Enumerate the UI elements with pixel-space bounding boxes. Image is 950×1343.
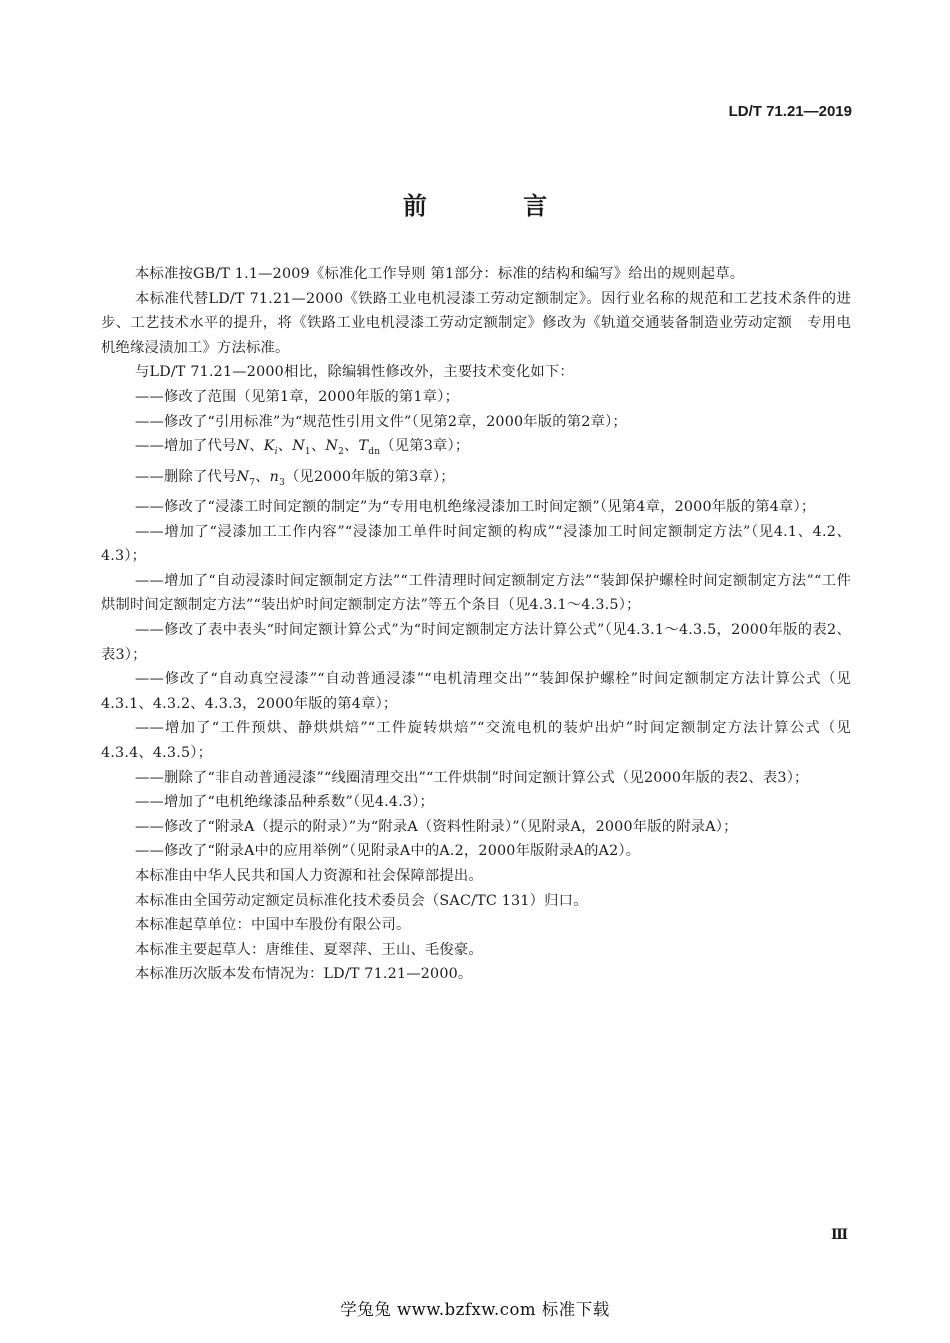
- paragraph: 本标准代替LD/T 71.21—2000《铁路工业电机浸漆工劳动定额制定》。因行业名称的规范和工艺技术条件的进步、工艺技术水平的提升，将《铁路工业电机浸漆工劳动定额制定》修改为《轨道交通装备制造业劳动定额 专用电机绝缘浸渍加工》方法标准。: [101, 290, 851, 356]
- list-item: ——删除了代号$N_7$、$n_3$（见2000年版的第3章）；: [135, 468, 455, 488]
- paragraph: 与LD/T 71.21—2000相比，除编辑性修改外，主要技术变化如下：: [135, 364, 574, 381]
- list-item: ——修改了“附录A（提示的附录）”为“附录A（资料性附录）”（见附录A，2000年版的附录A）；: [135, 818, 738, 835]
- list-item: ——修改了“附录A中的应用举例”（见附录A中的A.2，2000年版附录A的A2）。: [135, 843, 641, 860]
- paragraph: 本标准历次版本发布情况为：LD/T 71.21—2000。: [135, 966, 473, 983]
- list-item: ——增加了“自动浸漆时间定额制定方法”“工件清理时间定额制定方法”“装卸保护螺栓时间定额制定方法”“工件烘制时间定额制定方法”“装出炉时间定额制定方法”等五个条目（见4.3.1～4.3.5）；: [101, 572, 851, 614]
- page-title: 前 言: [402, 192, 592, 220]
- paragraph: 本标准起草单位：中国中车股份有限公司。: [135, 917, 411, 934]
- list-item: ——删除了“非自动普通浸漆”“线圈清理交出”“工件烘制”时间定额计算公式（见2000年版的表2、表3）；: [135, 769, 809, 786]
- list-item: ——修改了范围（见第1章，2000年版的第1章）；: [135, 388, 460, 405]
- paragraph: 本标准按GB/T 1.1—2009《标准化工作导则 第1部分：标准的结构和编写》给出的规则起草。: [135, 266, 745, 282]
- list-item: ——增加了代号N、$K_i$、$N_1$、$N_2$、$T_{dn}$（见第3章）；: [135, 438, 470, 458]
- paragraph: 本标准由全国劳动定额定员标准化技术委员会（SAC/TC 131）归口。: [135, 892, 588, 909]
- footer-watermark: 学兔兔 www.bzfxw.com 标准下载: [340, 1300, 610, 1319]
- standard-code: LD/T 71.21—2019: [728, 103, 852, 120]
- list-item: ——增加了“工件预烘、静烘烘焙”“工件旋转烘焙”“交流电机的装炉出炉”时间定额制定方法计算公式（见4.3.4、4.3.5）；: [101, 720, 851, 761]
- paragraph: 本标准由中华人民共和国人力资源和社会保障部提出。: [135, 867, 483, 884]
- list-item: ——修改了“浸漆工时间定额的制定”为“专用电机绝缘浸漆加工时间定额”（见第4章，2000年版的第4章）；: [135, 499, 816, 516]
- list-item: ——修改了“引用标准”为“规范性引用文件”（见第2章，2000年版的第2章）；: [135, 413, 627, 430]
- paragraph: 本标准主要起草人：唐维佳、夏翠萍、王山、毛俊豪。: [135, 941, 483, 958]
- list-item: ——增加了“浸漆加工工作内容”“浸漆加工单件时间定额的构成”“浸漆加工时间定额制定方法”（见4.1、4.2、4.3）；: [101, 523, 851, 565]
- list-item: ——修改了“自动真空浸漆”“自动普通浸漆”“电机清理交出”“装卸保护螺栓”时间定额制定方法计算公式（见4.3.1、4.3.2、4.3.3，2000年版的第4章）；: [101, 671, 851, 712]
- list-item: ——修改了表中表头“时间定额计算公式”为“时间定额制定方法计算公式”（见4.3.1～4.3.5，2000年版的表2、表3）；: [101, 622, 851, 663]
- foreword-body: [101, 262, 851, 987]
- page-number: Ⅲ: [830, 1227, 848, 1243]
- list-item: ——增加了“电机绝缘漆品种系数”（见4.4.3）；: [135, 794, 435, 811]
